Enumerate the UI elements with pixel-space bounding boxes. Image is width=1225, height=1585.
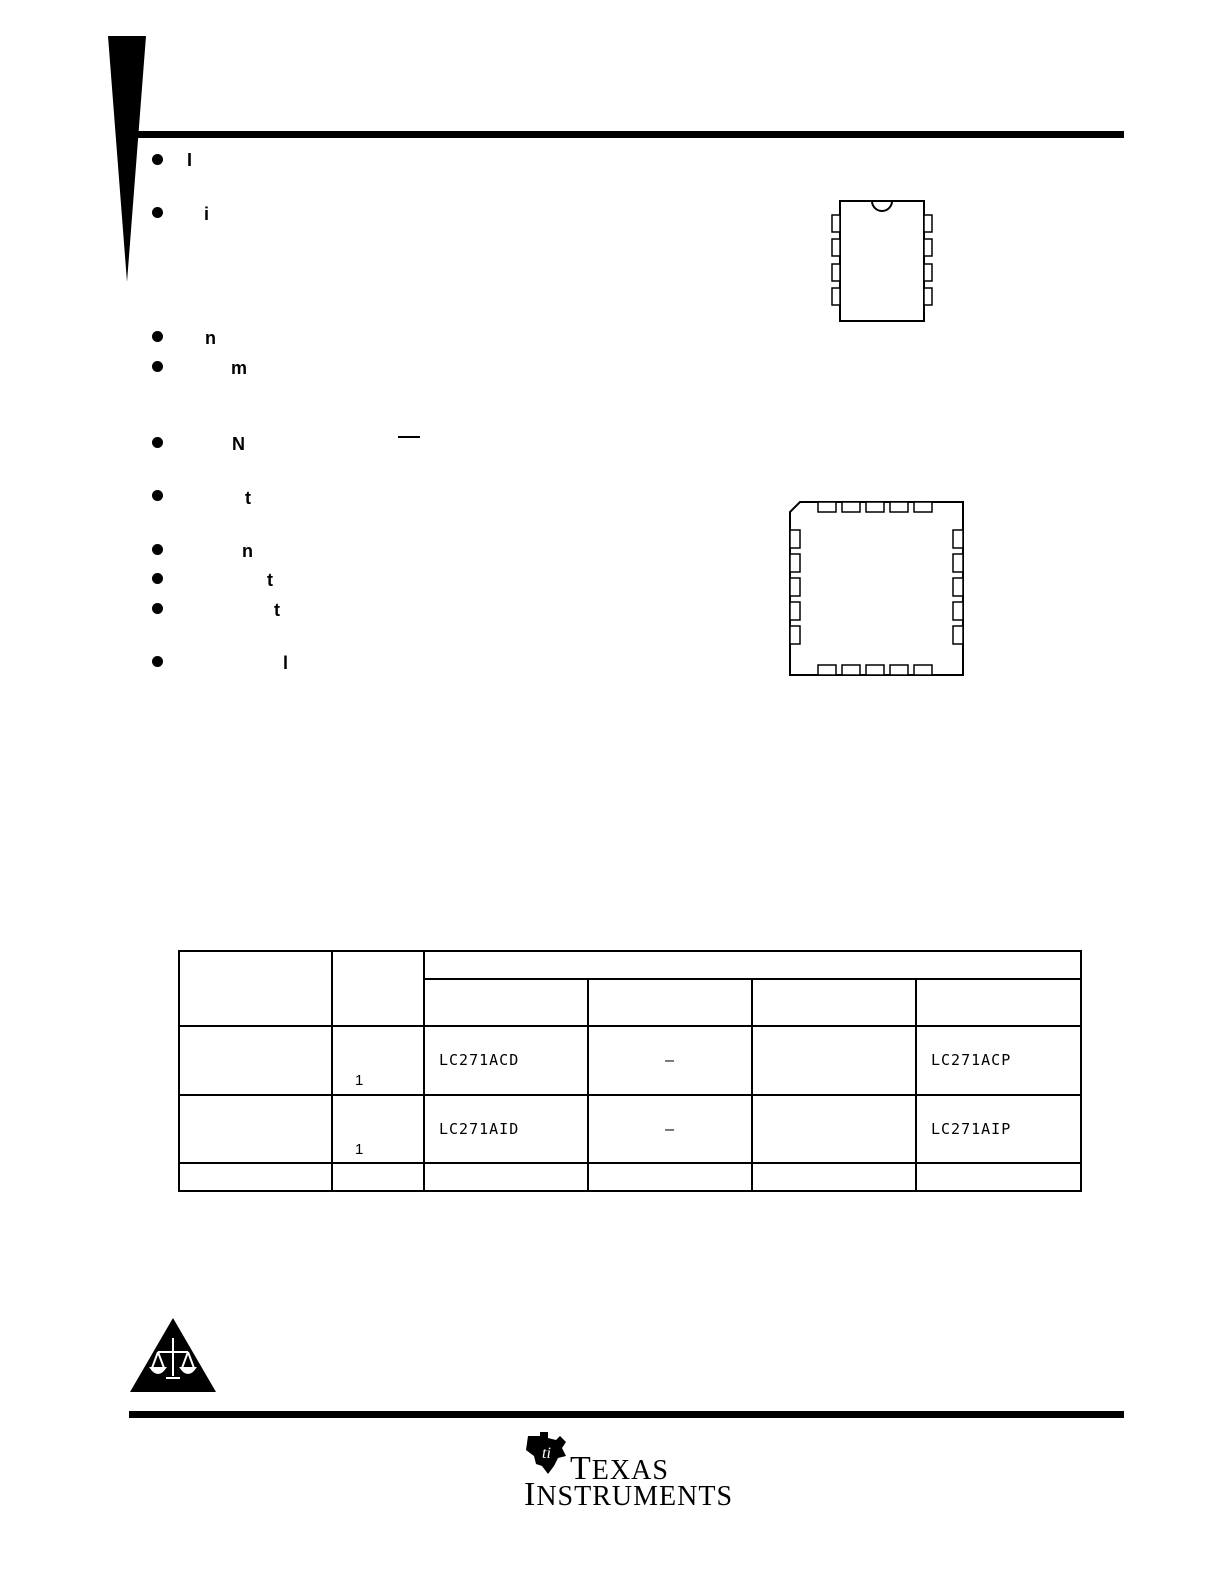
feature-fragment: i xyxy=(204,204,210,224)
feature-fragment: I xyxy=(187,150,193,170)
feature-fragment: m xyxy=(231,358,248,378)
part-number-d: LC271ACD xyxy=(439,1051,520,1069)
header-wedge-graphic xyxy=(108,36,148,282)
feature-fragment: n xyxy=(242,541,253,561)
header-cell xyxy=(424,951,1081,979)
bullet-icon xyxy=(152,437,163,448)
part-number-d: LC271AID xyxy=(439,1120,520,1138)
table-cell xyxy=(588,1095,752,1163)
bullet-icon xyxy=(152,656,163,667)
header-cell xyxy=(332,951,424,1026)
range-digit: 1 xyxy=(355,1141,365,1158)
scales-warning-icon xyxy=(130,1318,216,1394)
range-digit: 1 xyxy=(355,1072,365,1089)
part-number-p: LC271ACP xyxy=(931,1051,1012,1069)
table-cell xyxy=(752,1163,916,1191)
header-cell xyxy=(752,979,916,1026)
table-cell xyxy=(752,1095,916,1163)
table-row xyxy=(179,1163,1081,1191)
feature-fragment: t xyxy=(245,488,251,508)
bullet-icon xyxy=(152,361,163,372)
table-cell xyxy=(752,1026,916,1095)
table-cell xyxy=(424,1095,588,1163)
table-cell xyxy=(179,1163,332,1191)
logo-word-texas: TEXAS xyxy=(570,1450,669,1487)
feature-fragment: t xyxy=(267,570,273,590)
top-rule xyxy=(138,131,1124,138)
table-cell xyxy=(424,1163,588,1191)
part-number-p: LC271AIP xyxy=(931,1120,1012,1138)
table-cell xyxy=(916,1163,1081,1191)
not-available-dash: — xyxy=(664,1120,676,1138)
table-cell xyxy=(916,1095,1081,1163)
bullet-icon xyxy=(152,544,163,555)
table-cell xyxy=(424,1026,588,1095)
bullet-icon xyxy=(152,490,163,501)
table-cell xyxy=(179,1026,332,1095)
ordering-table xyxy=(178,950,1082,1192)
table-cell xyxy=(332,1163,424,1191)
bullet-icon xyxy=(152,207,163,218)
logo-word-instruments: INSTRUMENTS xyxy=(524,1476,734,1513)
not-available-dash: — xyxy=(664,1051,676,1069)
bullet-icon xyxy=(152,573,163,584)
dip-package-diagram xyxy=(828,198,936,326)
feature-fragment: t xyxy=(274,600,280,620)
table-cell xyxy=(332,1026,424,1095)
bottom-rule xyxy=(129,1411,1124,1418)
header-cell xyxy=(588,979,752,1026)
table-row xyxy=(179,1026,1081,1095)
bullet-icon xyxy=(152,154,163,165)
header-cell xyxy=(916,979,1081,1026)
ti-state-icon xyxy=(522,1430,572,1476)
table-cell xyxy=(179,1095,332,1163)
overbar-mark xyxy=(398,436,420,438)
table-row xyxy=(179,1095,1081,1163)
table-cell xyxy=(588,1163,752,1191)
bullet-icon xyxy=(152,331,163,342)
header-cell xyxy=(424,979,588,1026)
table-cell xyxy=(588,1026,752,1095)
bullet-icon xyxy=(152,603,163,614)
table-cell xyxy=(916,1026,1081,1095)
header-cell xyxy=(179,951,332,1026)
feature-fragment: n xyxy=(205,328,216,348)
feature-fragment: N xyxy=(232,434,245,454)
table-cell xyxy=(332,1095,424,1163)
chip-carrier-package-diagram xyxy=(786,498,968,680)
feature-fragment: l xyxy=(283,653,289,673)
svg-text:ti: ti xyxy=(542,1445,551,1462)
